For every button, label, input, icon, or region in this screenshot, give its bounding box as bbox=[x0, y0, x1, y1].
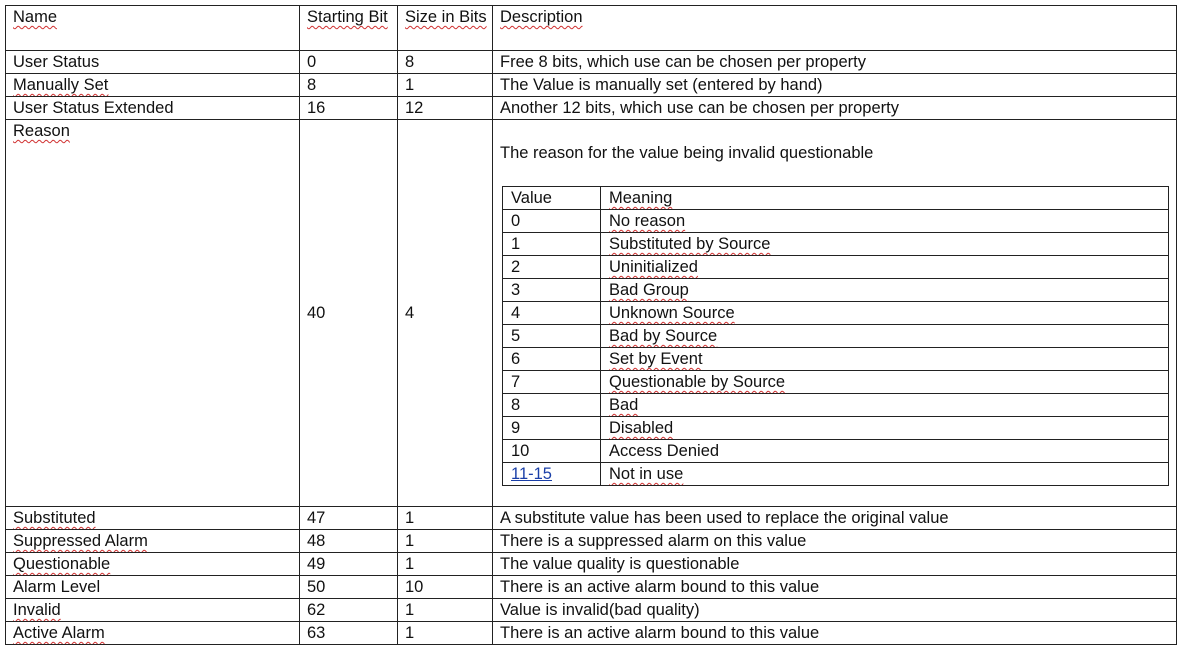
row-start: 62 bbox=[300, 599, 398, 622]
header-size-in-bits: Size in Bits bbox=[398, 6, 493, 51]
reason-entry-row bbox=[503, 440, 1169, 463]
reason-meaning: Uninitialized bbox=[601, 256, 1169, 279]
reason-meaning: Bad Group bbox=[601, 279, 1169, 302]
reason-entry-row bbox=[503, 463, 1169, 486]
row-description: The value quality is questionable bbox=[493, 553, 1177, 576]
row-name: Suppressed Alarm bbox=[6, 530, 300, 553]
reason-table-header-row bbox=[503, 187, 1169, 210]
table-row bbox=[6, 553, 1177, 576]
row-size: 12 bbox=[398, 97, 493, 120]
reason-value: 2 bbox=[503, 256, 601, 279]
row-description: Value is invalid(bad quality) bbox=[493, 599, 1177, 622]
reason-value: 5 bbox=[503, 325, 601, 348]
row-start: 50 bbox=[300, 576, 398, 599]
table-row bbox=[6, 622, 1177, 645]
row-size: 1 bbox=[398, 553, 493, 576]
row-description: There is an active alarm bound to this value bbox=[493, 622, 1177, 645]
reason-value: 7 bbox=[503, 371, 601, 394]
row-start: 8 bbox=[300, 74, 398, 97]
reason-meaning: Access Denied bbox=[601, 440, 1169, 463]
row-size: 1 bbox=[398, 74, 493, 97]
row-size: 8 bbox=[398, 51, 493, 74]
reason-entry-row bbox=[503, 256, 1169, 279]
reason-value: 9 bbox=[503, 417, 601, 440]
reason-entry-row bbox=[503, 348, 1169, 371]
reason-header-meaning: Meaning bbox=[601, 187, 1169, 210]
row-description: There is a suppressed alarm on this value bbox=[493, 530, 1177, 553]
row-start: 48 bbox=[300, 530, 398, 553]
row-name: Substituted bbox=[6, 507, 300, 530]
reason-value: 8 bbox=[503, 394, 601, 417]
reason-header-value: Value bbox=[503, 187, 601, 210]
reason-intro-text: The reason for the value being invalid questionable bbox=[500, 144, 874, 162]
row-description: Free 8 bits, which use can be chosen per property bbox=[493, 51, 1177, 74]
table-row bbox=[6, 599, 1177, 622]
reason-entry-row bbox=[503, 371, 1169, 394]
row-name: Manually Set bbox=[6, 74, 300, 97]
reason-meaning: Substituted by Source bbox=[601, 233, 1169, 256]
row-size: 1 bbox=[398, 599, 493, 622]
reason-value: 3 bbox=[503, 279, 601, 302]
row-name: User Status Extended bbox=[6, 97, 300, 120]
reason-value: 11-15 bbox=[503, 463, 601, 486]
reason-entry-row bbox=[503, 417, 1169, 440]
reason-meaning: Bad by Source bbox=[601, 325, 1169, 348]
reason-description-cell bbox=[493, 120, 1177, 507]
row-name: Alarm Level bbox=[6, 576, 300, 599]
reason-value: 6 bbox=[503, 348, 601, 371]
reason-meaning: Disabled bbox=[601, 417, 1169, 440]
row-size: 1 bbox=[398, 530, 493, 553]
row-description: There is an active alarm bound to this value bbox=[493, 576, 1177, 599]
reason-entry-row bbox=[503, 302, 1169, 325]
table-row bbox=[6, 51, 1177, 74]
row-start: 47 bbox=[300, 507, 398, 530]
reason-entry-row bbox=[503, 394, 1169, 417]
reason-entry-row bbox=[503, 325, 1169, 348]
row-name: Invalid bbox=[6, 599, 300, 622]
row-name: Reason bbox=[6, 120, 300, 507]
reason-values-table bbox=[502, 186, 1169, 486]
row-start: 0 bbox=[300, 51, 398, 74]
header-starting-bit: Starting Bit bbox=[300, 6, 398, 51]
row-name: Questionable bbox=[6, 553, 300, 576]
row-description: The Value is manually set (entered by hand) bbox=[493, 74, 1177, 97]
header-name: Name bbox=[6, 6, 300, 51]
row-size: 1 bbox=[398, 622, 493, 645]
row-start: 40 bbox=[300, 120, 398, 507]
reason-value: 4 bbox=[503, 302, 601, 325]
reason-meaning: No reason bbox=[601, 210, 1169, 233]
reason-meaning: Bad bbox=[601, 394, 1169, 417]
reason-value: 1 bbox=[503, 233, 601, 256]
row-size: 1 bbox=[398, 507, 493, 530]
reason-meaning: Questionable by Source bbox=[601, 371, 1169, 394]
row-name: User Status bbox=[6, 51, 300, 74]
table-row bbox=[6, 530, 1177, 553]
reason-meaning: Unknown Source bbox=[601, 302, 1169, 325]
row-description: A substitute value has been used to replace the original value bbox=[493, 507, 1177, 530]
reason-entry-row bbox=[503, 210, 1169, 233]
reason-row bbox=[6, 120, 1177, 507]
status-bits-table bbox=[5, 5, 1177, 645]
reason-meaning: Set by Event bbox=[601, 348, 1169, 371]
reason-entry-row bbox=[503, 279, 1169, 302]
table-row bbox=[6, 507, 1177, 530]
reason-meaning: Not in use bbox=[601, 463, 1169, 486]
row-description: Another 12 bits, which use can be chosen per property bbox=[493, 97, 1177, 120]
table-row bbox=[6, 97, 1177, 120]
row-start: 63 bbox=[300, 622, 398, 645]
reason-value: 10 bbox=[503, 440, 601, 463]
row-size: 10 bbox=[398, 576, 493, 599]
header-description: Description bbox=[493, 6, 1177, 51]
row-start: 16 bbox=[300, 97, 398, 120]
table-row bbox=[6, 74, 1177, 97]
table-header-row bbox=[6, 6, 1177, 51]
row-name: Active Alarm bbox=[6, 622, 300, 645]
row-start: 49 bbox=[300, 553, 398, 576]
reason-entry-row bbox=[503, 233, 1169, 256]
table-row bbox=[6, 576, 1177, 599]
row-size: 4 bbox=[398, 120, 493, 507]
reason-value: 0 bbox=[503, 210, 601, 233]
